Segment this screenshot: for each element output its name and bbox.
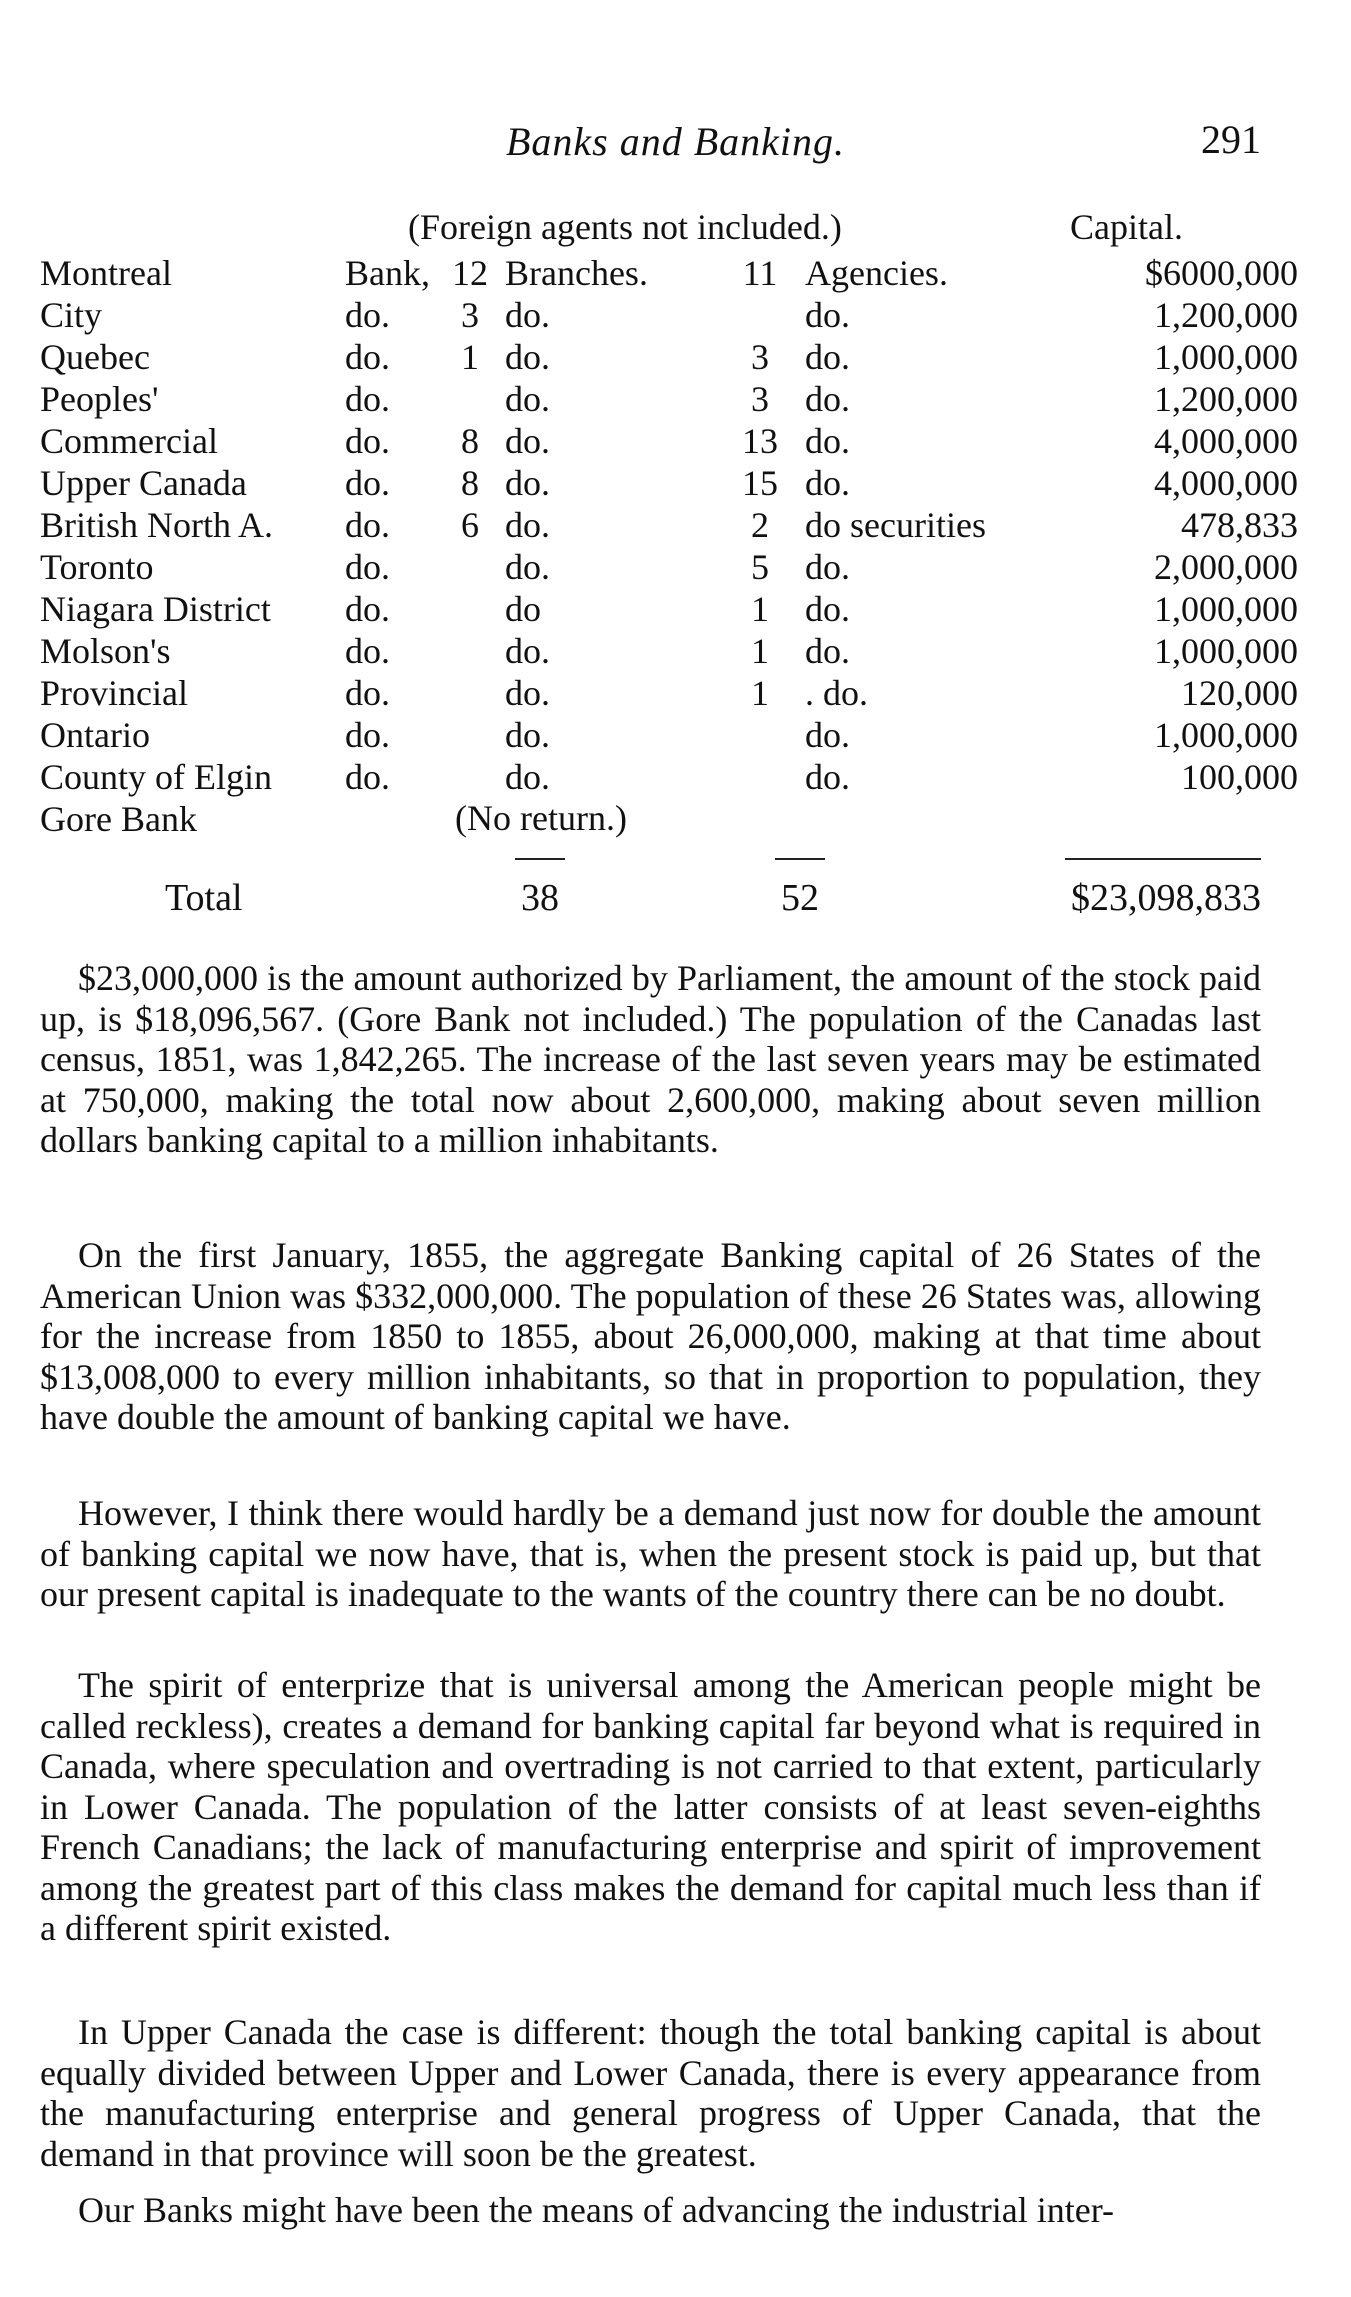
table-row [40, 798, 1298, 840]
bank-name: Commercial [40, 421, 218, 461]
bank-name: Montreal [40, 253, 172, 293]
agencies-count [715, 714, 805, 756]
bank-label: Bank, [345, 253, 430, 293]
bank-label: do. [345, 757, 390, 797]
agencies-count: 15 [742, 463, 778, 503]
capital-value: 1,200,000 [1154, 295, 1298, 335]
bank-name: Gore Bank [40, 799, 197, 839]
agencies-label: do. [805, 631, 850, 671]
branches-count: 8 [461, 463, 479, 503]
agencies-count: 2 [751, 505, 769, 545]
table-row [40, 630, 1298, 672]
agencies-label: do. [805, 757, 850, 797]
bank-name: County of Elgin [40, 757, 272, 797]
branches-label: do [505, 589, 541, 629]
capital-value: 1,000,000 [1154, 715, 1298, 755]
agencies-count [715, 798, 805, 840]
paragraph-upper-canada: In Upper Canada the case is different: though the total banking capital is about equally divided between Upper and Lower Canada, there is every appearance from the manufacturing enterprise and general progress of Upper Canada, that the demand in that province will soon be the greatest. [40, 2012, 1261, 2174]
table-row [40, 546, 1298, 588]
branches-label: do. [505, 631, 550, 671]
capital-value: 100,000 [1181, 757, 1298, 797]
agencies-label [805, 798, 1000, 840]
table-note: (Foreign agents not included.) [408, 207, 842, 247]
agencies-label: . do. [805, 673, 868, 713]
table-row [40, 462, 1298, 504]
agencies-count: 1 [751, 631, 769, 671]
total-capital: $23,098,833 [1071, 877, 1261, 919]
capital-value: 1,000,000 [1154, 631, 1298, 671]
capital-value [1000, 798, 1298, 840]
branches-count [445, 378, 495, 420]
table-row [40, 588, 1298, 630]
agencies-count: 3 [751, 379, 769, 419]
bank-name: British North A. [40, 505, 274, 545]
capital-value: 1,000,000 [1154, 589, 1298, 629]
branches-label: do. [505, 421, 550, 461]
bank-label: do. [345, 295, 390, 335]
branches-count: 12 [452, 253, 488, 293]
branches-count: 6 [461, 505, 479, 545]
agencies-label: do. [805, 421, 850, 461]
bank-label: do. [345, 505, 390, 545]
capital-value: 1,200,000 [1154, 379, 1298, 419]
agencies-label: do. [805, 589, 850, 629]
branches-count: 3 [461, 295, 479, 335]
bank-name: Provincial [40, 673, 188, 713]
table-row [40, 294, 1298, 336]
branches-label: do. [505, 505, 550, 545]
paragraph-american-comparison: On the first January, 1855, the aggregate Banking capital of 26 States of the American Union was $332,000,000. The population of these 26 States was, allowing for the increase from 1850 to 1855, about 26,000,000, making at that time about $13,008,000 to every million inhabitants, so that in proportion to population, they have double the amount of banking capital we have. [40, 1235, 1261, 1437]
capital-column-heading: Capital. [1070, 207, 1183, 247]
total-branches: 38 [521, 877, 559, 919]
agencies-label: do. [805, 337, 850, 377]
capital-total-rule [1065, 858, 1261, 860]
branches-label: do. [505, 295, 550, 335]
bank-label [345, 798, 445, 840]
bank-label: do. [345, 379, 390, 419]
branches-label: do. [505, 757, 550, 797]
paragraph-enterprise: The spirit of enterprize that is universal among the American people might be called reckless), creates a demand for banking capital far beyond what is required in Canada, where speculation and overtrading is not carried to that extent, particularly in Lower Canada. The population of the latter consists of at least seven-eighths French Canadians; the lack of manufacturing enterprise and spirit of improvement among the greatest part of this class makes the demand for capital much less than if a different spirit existed. [40, 1665, 1261, 1948]
agencies-label: do. [805, 295, 850, 335]
branches-count [445, 630, 495, 672]
branches-label: do. [505, 673, 550, 713]
agencies-label: do. [805, 463, 850, 503]
table-row [40, 504, 1298, 546]
bank-name: Upper Canada [40, 463, 247, 503]
bank-label: do. [345, 673, 390, 713]
branches-count: 8 [461, 421, 479, 461]
bank-label: do. [345, 715, 390, 755]
capital-value: 120,000 [1181, 673, 1298, 713]
capital-value: $6000,000 [1145, 253, 1298, 293]
bank-name: Peoples' [40, 379, 159, 419]
agencies-label: do securities [805, 505, 986, 545]
bank-name: Niagara District [40, 589, 271, 629]
table-row [40, 714, 1298, 756]
table-row [40, 378, 1298, 420]
bank-label: do. [345, 589, 390, 629]
branches-count [445, 714, 495, 756]
paragraph-authorized-capital: $23,000,000 is the amount authorized by Parliament, the amount of the stock paid up, is $18,096,567. (Gore Bank not included.) The population of the Canadas last census, 1851, was 1,842,265. The increase of the last seven years may be estimated at 750,000, making the total now about 2,600,000, making about seven million dollars banking capital to a million inhabitants. [40, 958, 1261, 1160]
bank-label: do. [345, 631, 390, 671]
agencies-count [715, 294, 805, 336]
branches-count [445, 588, 495, 630]
branches-label: Branches. [505, 253, 648, 293]
agencies-count [715, 756, 805, 798]
page-number: 291 [1201, 117, 1261, 162]
branches-count: 1 [461, 337, 479, 377]
table-row [40, 672, 1298, 714]
agencies-label: do. [805, 547, 850, 587]
branches-label: do. [505, 463, 550, 503]
branches-count [445, 672, 495, 714]
branches-label: do. [505, 547, 550, 587]
agencies-label: do. [805, 715, 850, 755]
agencies-total-rule [775, 858, 825, 860]
banks-table [40, 252, 1298, 840]
total-label: Total [165, 877, 243, 919]
capital-value: 4,000,000 [1154, 463, 1298, 503]
table-row [40, 420, 1298, 462]
bank-name: Ontario [40, 715, 150, 755]
bank-name: Quebec [40, 337, 150, 377]
paragraph-banks-continued: Our Banks might have been the means of advancing the industrial inter- [78, 2190, 1114, 2230]
agencies-label: do. [805, 379, 850, 419]
bank-label: do. [345, 463, 390, 503]
branches-total-rule [515, 858, 565, 860]
total-agencies: 52 [781, 877, 819, 919]
branches-label: do. [505, 337, 550, 377]
capital-value: 478,833 [1181, 505, 1298, 545]
agencies-count: 1 [751, 673, 769, 713]
table-row [40, 336, 1298, 378]
branches-label: do. [505, 379, 550, 419]
bank-label: do. [345, 421, 390, 461]
bank-name: City [40, 295, 103, 335]
agencies-count: 3 [751, 337, 769, 377]
branches-label: do. [505, 715, 550, 755]
table-row [40, 252, 1298, 294]
agencies-label: Agencies. [805, 253, 948, 293]
bank-name: Molson's [40, 631, 171, 671]
capital-value: 1,000,000 [1154, 337, 1298, 377]
gore-bank-no-return: (No return.) [455, 798, 627, 838]
capital-value: 4,000,000 [1154, 421, 1298, 461]
bank-label: do. [345, 547, 390, 587]
bank-name: Toronto [40, 547, 154, 587]
agencies-count: 5 [751, 547, 769, 587]
running-header-title: Banks and Banking. [505, 119, 846, 164]
agencies-count: 13 [742, 421, 778, 461]
paragraph-demand: However, I think there would hardly be a demand just now for double the amount of banking capital we now have, that is, when the present stock is paid up, but that our present capital is inadequate to the wants of the country there can be no doubt. [40, 1493, 1261, 1614]
agencies-count: 1 [751, 589, 769, 629]
branches-count [445, 756, 495, 798]
agencies-count: 11 [742, 253, 778, 293]
bank-label: do. [345, 337, 390, 377]
capital-value: 2,000,000 [1154, 547, 1298, 587]
table-row [40, 756, 1298, 798]
branches-count [445, 546, 495, 588]
